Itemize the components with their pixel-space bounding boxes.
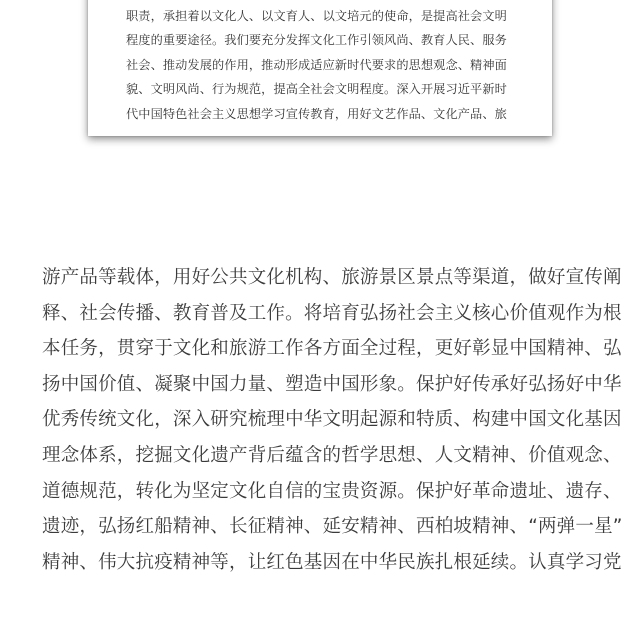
paragraph-line: 道德规范，转化为坚定文化自信的宝贵资源。保护好革命遗址、遗存、 [42, 480, 622, 502]
paragraph-line: 理念体系，挖掘文化遗产背后蕴含的哲学思想、人文精神、价值观念、 [42, 444, 622, 466]
paragraph-line: 扬中国价值、凝聚中国力量、塑造中国形象。保护好传承好弘扬好中华 [42, 373, 622, 395]
paragraph-line: 本任务，贯穿于文化和旅游工作各方面全过程，更好彰显中国精神、弘 [42, 338, 622, 360]
paragraph-line: 精神、伟大抗疫精神等，让红色基因在中华民族扎根延续。认真学习党 [42, 551, 622, 573]
body-paragraph [42, 260, 623, 580]
document-page-excerpt [88, 0, 552, 136]
excerpt-line: 代中国特色社会主义思想学习宣传教育，用好文艺作品、文化产品、旅 [126, 106, 507, 121]
paragraph-line: 遗迹，弘扬红船精神、长征精神、延安精神、西柏坡精神、“两弹一星” [42, 516, 623, 538]
paragraph-line: 优秀传统文化，深入研究梳理中华文明起源和特质、构建中国文化基因 [42, 409, 622, 431]
paragraph-line: 游产品等载体，用好公共文化机构、旅游景区景点等渠道，做好宣传阐 [42, 267, 622, 288]
excerpt-line: 社会、推动发展的作用，推动形成适应新时代要求的思想观念、精神面 [126, 57, 507, 72]
excerpt-line: 貌、文明风尚、行为规范，提高全社会文明程度。深入开展习近平新时 [126, 82, 507, 97]
excerpt-line: 职责，承担着以文化人、以文育人、以文培元的使命，是提高社会文明 [126, 9, 507, 23]
paragraph-line: 释、社会传播、教育普及工作。将培育弘扬社会主义核心价值观作为根 [42, 302, 622, 324]
excerpt-line: 程度的重要途径。我们要充分发挥文化工作引领风尚、教育人民、服务 [126, 33, 507, 48]
